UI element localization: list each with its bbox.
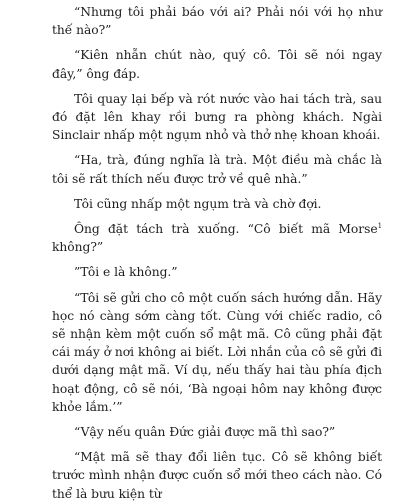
paragraph-9: “Vậy nếu quân Đức giải được mã thì sao?”: [74, 425, 336, 440]
paragraph-3: Tôi quay lại bếp và rót nước vào hai tách trà, sau đó đặt lên khay rồi bưng ra phòng khách. Ngài Sinclair nhấp một ngụm nhỏ và thở nhẹ khoan khoái.: [52, 91, 382, 143]
paragraph-10: “Mật mã sẽ thay đổi liên tục. Cô sẽ không biết trước mình nhận được cuốn sổ mới theo cách nào. Có thể là bưu kiện từ: [52, 450, 382, 501]
paragraph-7: ”Tôi e là không.”: [74, 265, 178, 280]
paragraph-2: “Kiên nhẫn chút nào, quý cô. Tôi sẽ nói ngay đây,” ông đáp.: [52, 48, 382, 81]
paragraph-4: “Ha, trà, đúng nghĩa là trà. Một điều mà chắc là tôi sẽ rất thích nếu được trở về quê nhà.”: [52, 153, 382, 186]
footnote-ref-1[interactable]: 1: [377, 221, 382, 230]
paragraph-5: Tôi cũng nhấp một ngụm trà và chờ đợi.: [74, 196, 322, 211]
body-text: [52, 3, 382, 503]
paragraph-8: “Tôi sẽ gửi cho cô một cuốn sách hướng dẫn. Hãy học nó càng sớm càng tốt. Cùng với chiếc radio, cô sẽ nhận kèm một cuốn sổ mật mã. Cô cũng phải đặt cái máy ở nơi không ai biết. Lời nhắn của cô sẽ gửi đi dưới dạng mật mã. Ví dụ, nếu thấy hai tàu phía địch hoạt động, cô sẽ nói, ‘Bà ngoại hôm nay không được khỏe lắm.’”: [52, 290, 382, 414]
paragraph-6-tail: không?”: [52, 240, 104, 255]
paragraph-6: [52, 220, 382, 256]
paragraph-6-text: Ông đặt tách trà xuống. “Cô biết mã Morse: [74, 222, 378, 237]
paragraph-1: “Nhưng tôi phải báo với ai? Phải nói với họ như thế nào?”: [52, 5, 382, 38]
